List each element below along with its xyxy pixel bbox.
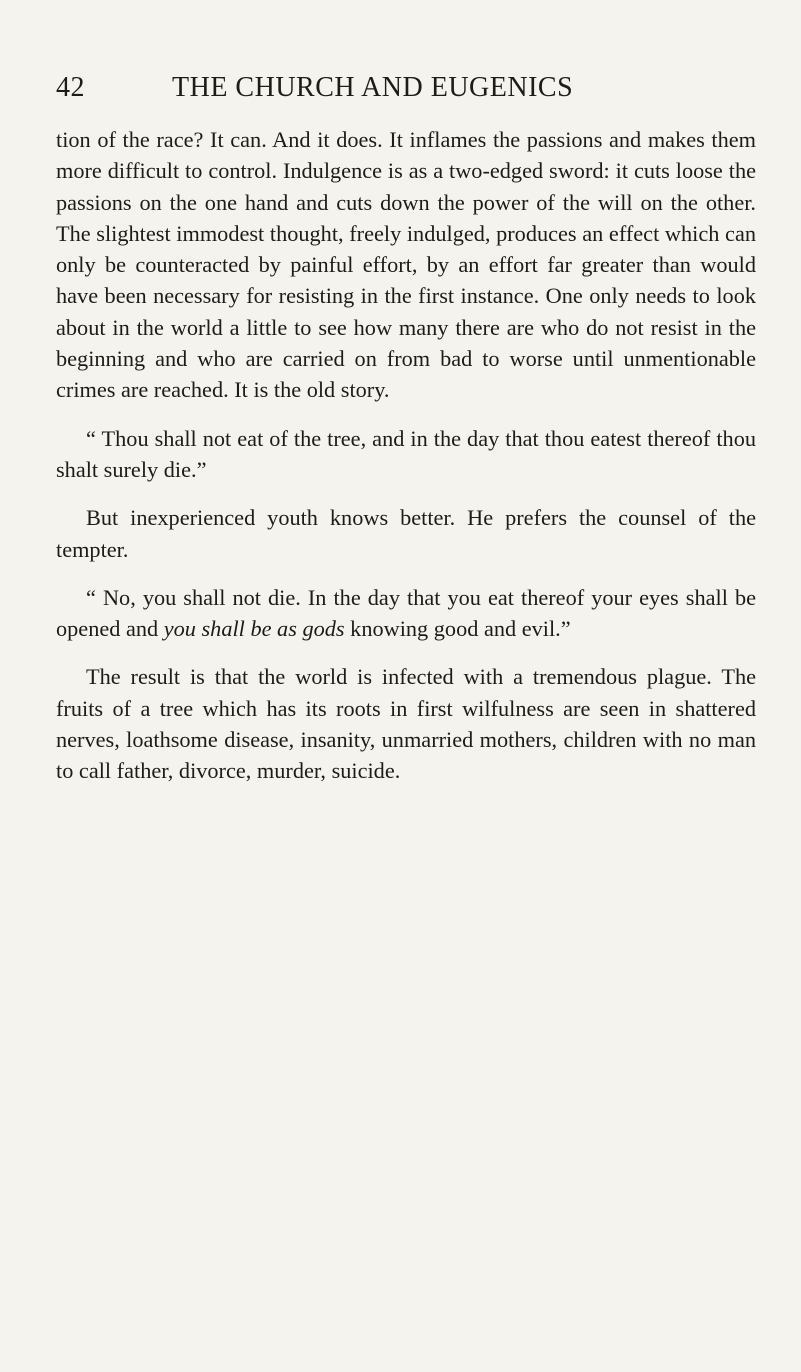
paragraph-4-quotation: [56, 582, 756, 645]
paragraph-5: The result is that the world is infected with a tremendous plague. The fruits of a tree which has its roots in first wilfulness are seen in shattered nerves, loathsome disease, insanity, unmarried mothers, children with no man to call father, divorce, murder, suicide.: [56, 664, 756, 784]
paragraph-4-text-before: “ No, you shall not die. In the day that you eat thereof your eyes shall be opened and: [56, 584, 756, 642]
paragraph-1: tion of the race? It can. And it does. It inflames the passions and makes them more difficult to control. Indulgence is as a two-edged sword: it cuts loose the passions on the one hand and cuts down the power of the will on the other. The slightest immodest thought, freely indulged, produces an effect which can only be counteracted by painful effort, by an effort far greater than would have been necessary for resisting in the first instance. One only needs to look about in the world a little to see how many there are who do not resist in the beginning and who are carried on from bad to worse until unmentionable crimes are reached. It is the old story.: [56, 127, 756, 403]
body-text: [56, 124, 756, 787]
running-head: THE CHURCH AND EUGENICS: [172, 72, 574, 103]
paragraph-4-text-after: knowing good and evil.”: [344, 616, 571, 642]
paragraph-2-quotation: “ Thou shall not eat of the tree, and in the day that thou eatest thereof thou shalt surely die.”: [56, 425, 756, 482]
paragraph-4-italic-phrase: you shall be as gods: [163, 616, 345, 642]
page-header: [56, 68, 756, 108]
page-number: 42: [56, 72, 85, 103]
paragraph-3: But inexperienced youth knows better. He prefers the counsel of the tempter.: [56, 505, 756, 562]
